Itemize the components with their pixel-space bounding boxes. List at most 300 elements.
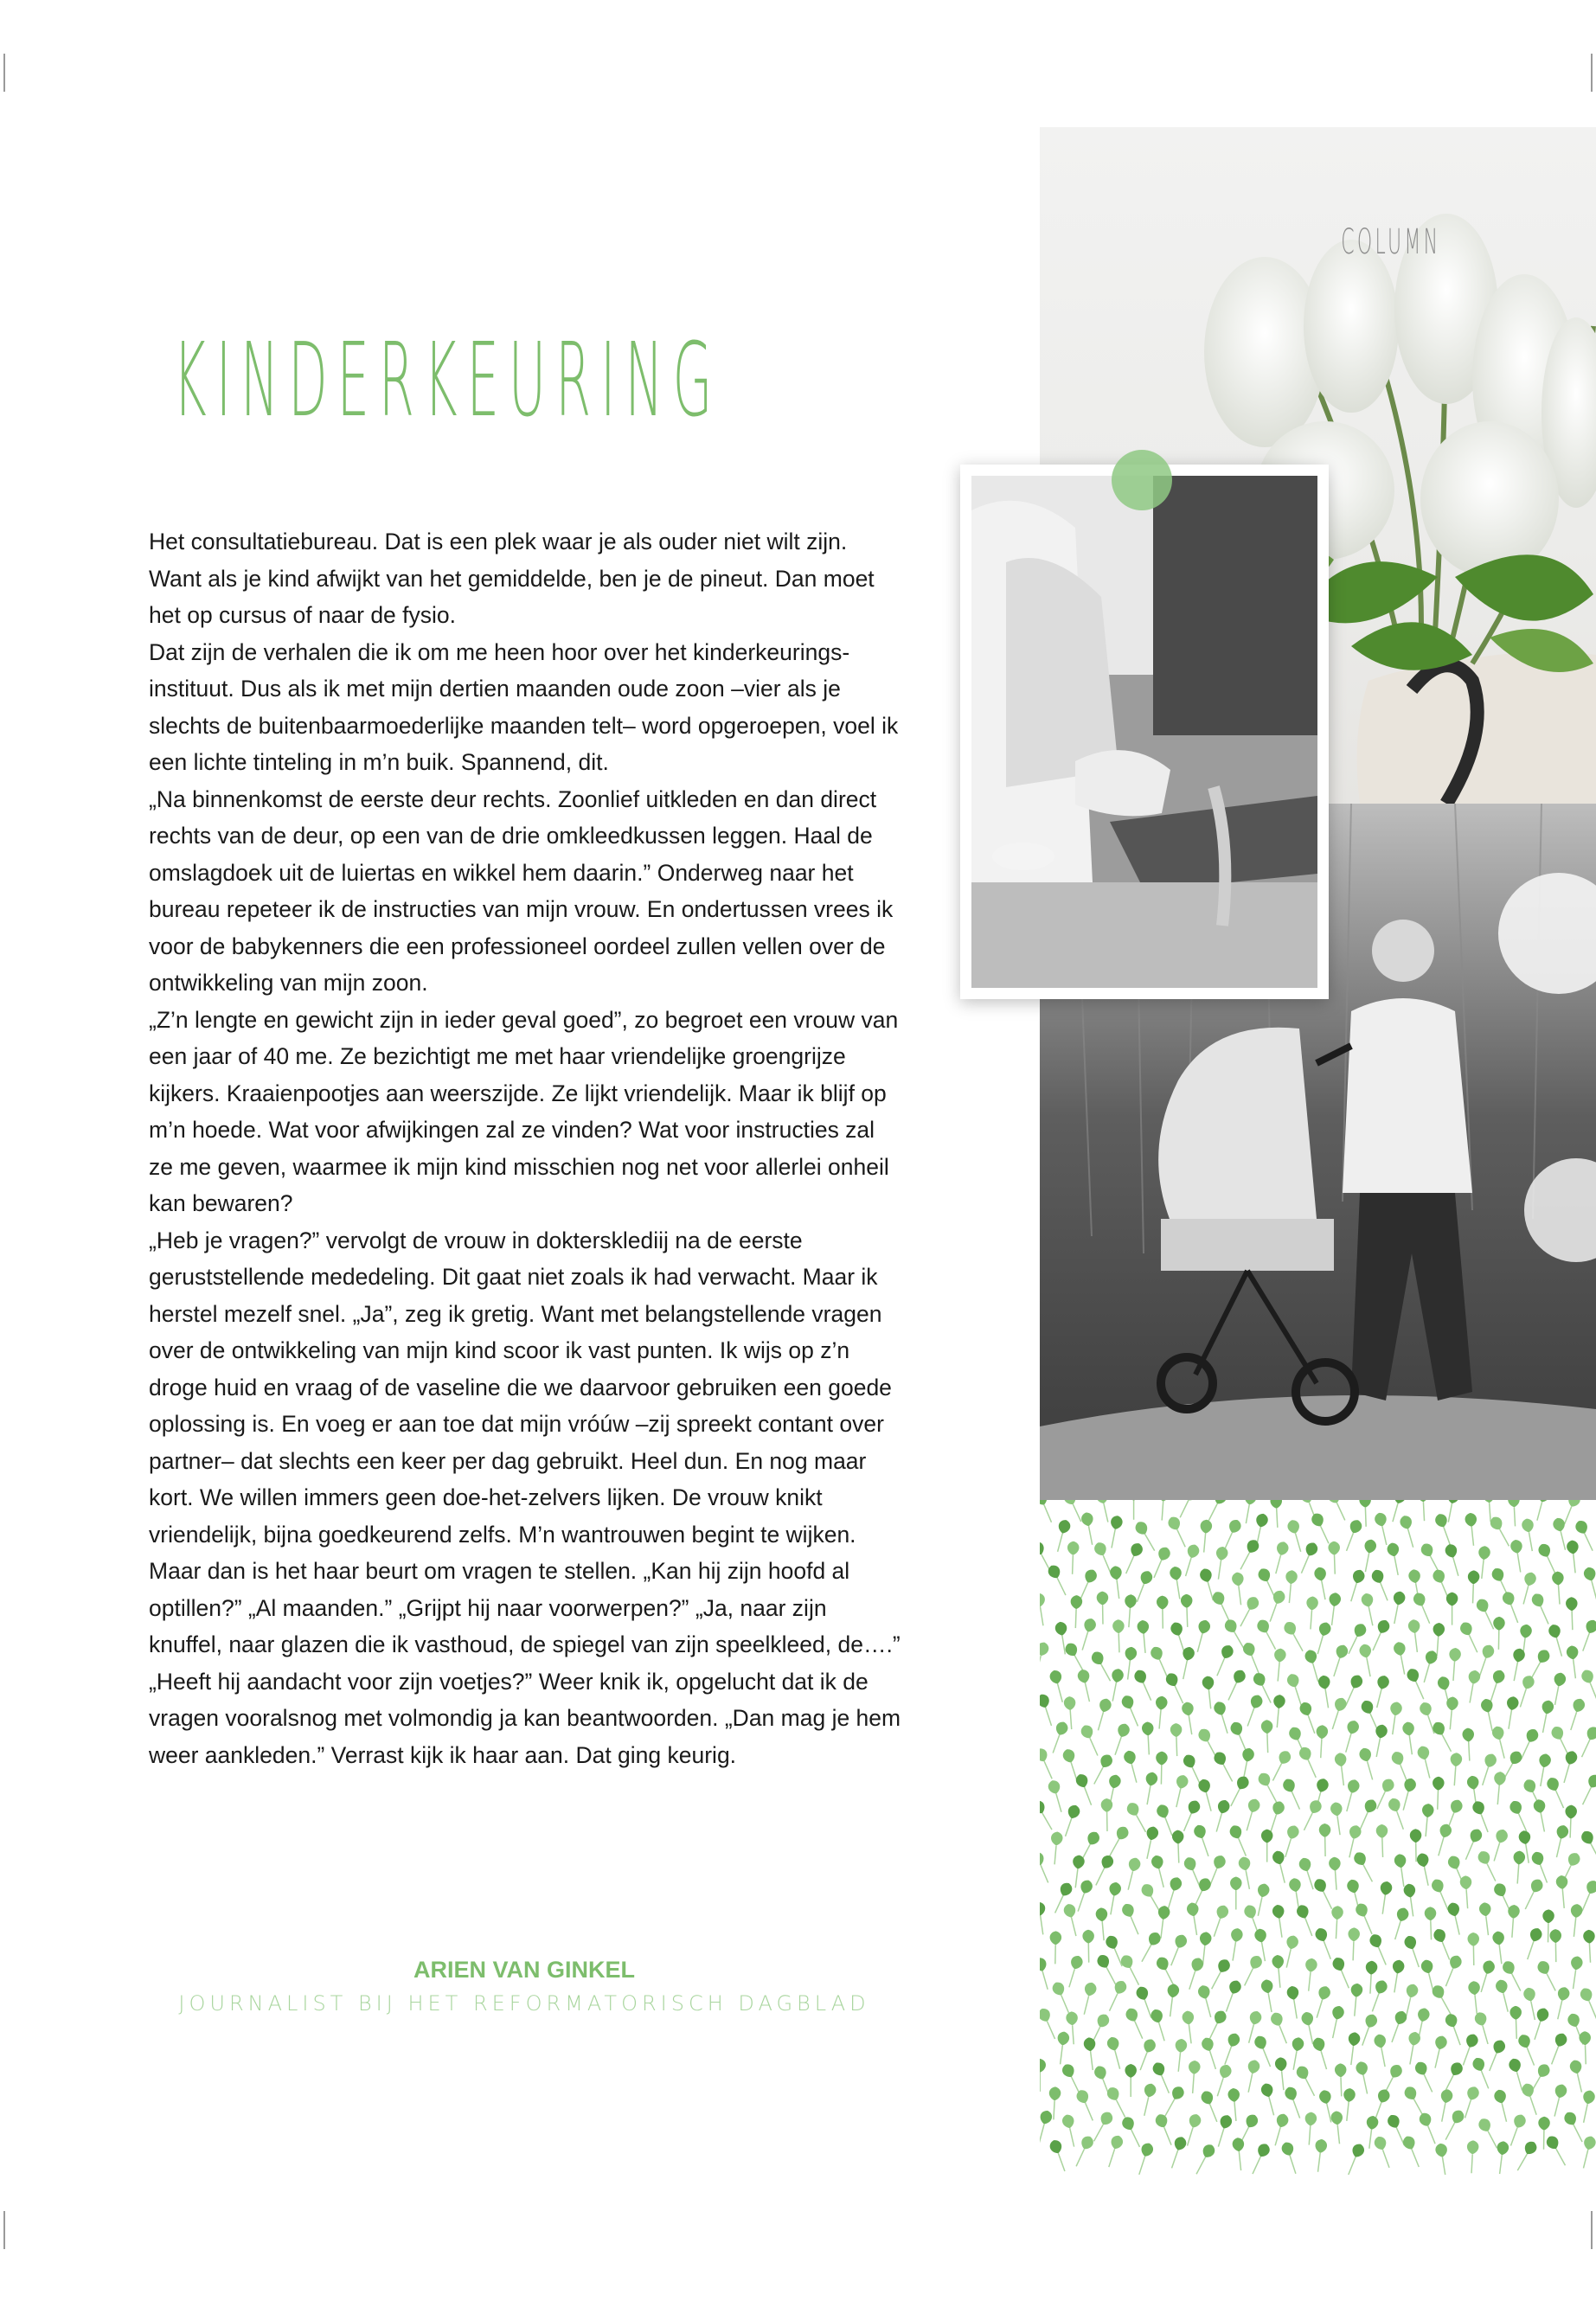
leaf-icon bbox=[1358, 1747, 1378, 1781]
leaf-icon bbox=[1373, 2034, 1391, 2068]
leaf-icon bbox=[1163, 1671, 1188, 1706]
leaf-icon bbox=[1432, 1927, 1455, 1962]
leaf-icon bbox=[1272, 1695, 1286, 1728]
leaf-icon bbox=[1567, 1956, 1584, 1990]
leaf-icon bbox=[1150, 2008, 1170, 2042]
leaf-icon bbox=[1458, 1620, 1483, 1655]
leaf-icon bbox=[1198, 1519, 1213, 1553]
leaf-icon bbox=[1104, 1978, 1128, 2013]
leaf-icon bbox=[1583, 1929, 1596, 1963]
leaf-icon bbox=[1212, 1750, 1238, 1785]
leaf-icon bbox=[1355, 2061, 1373, 2095]
leaf-icon bbox=[1149, 1545, 1172, 1580]
leaf-icon bbox=[1440, 1953, 1464, 1988]
leaf-icon bbox=[1054, 2031, 1070, 2065]
leaf-icon bbox=[1436, 2088, 1454, 2123]
leaf-icon bbox=[1582, 1566, 1596, 1600]
leaf-icon bbox=[1255, 1618, 1281, 1652]
leaf-icon bbox=[1061, 2113, 1080, 2148]
leaf-icon bbox=[1330, 2111, 1345, 2144]
leaf-icon bbox=[1180, 1543, 1201, 1578]
leaf-icon bbox=[1212, 1700, 1233, 1734]
leaf-icon bbox=[1150, 1854, 1169, 1888]
leaf-icon bbox=[1259, 2082, 1279, 2117]
leaf-icon bbox=[1304, 1596, 1318, 1630]
leaf-icon bbox=[1544, 2134, 1570, 2169]
leaf-icon bbox=[1105, 1824, 1131, 1859]
leaf-icon bbox=[1040, 1693, 1057, 1727]
leaf-icon bbox=[1040, 2059, 1046, 2092]
leaf-icon bbox=[1388, 1590, 1407, 1625]
leaf-icon bbox=[1123, 1749, 1143, 1784]
leaf-icon bbox=[1520, 1877, 1545, 1912]
leaf-icon bbox=[1545, 1776, 1569, 1811]
leaf-icon bbox=[1040, 2007, 1061, 2041]
leaf-icon bbox=[1238, 1747, 1256, 1782]
leaf-icon bbox=[1404, 2031, 1421, 2066]
leaf-icon bbox=[1536, 1541, 1561, 1576]
leaf-icon bbox=[1304, 2112, 1317, 2145]
leaf-icon bbox=[1303, 1958, 1317, 1991]
leaf-icon bbox=[1552, 1986, 1571, 2021]
leaf-icon bbox=[1181, 1702, 1197, 1736]
leaf-icon bbox=[1566, 1540, 1580, 1574]
leaf-icon bbox=[1079, 1981, 1098, 2016]
leaf-pattern bbox=[1040, 1500, 1596, 2175]
leaf-icon bbox=[1577, 1772, 1596, 1807]
leaf-icon bbox=[1261, 1720, 1274, 1753]
leaf-icon bbox=[1489, 1828, 1509, 1862]
leaf-icon bbox=[1531, 1500, 1551, 1522]
photo-laptop-frame bbox=[960, 465, 1329, 999]
leaf-icon bbox=[1387, 1702, 1403, 1736]
leaf-icon bbox=[1488, 1515, 1514, 1549]
leaf-icon bbox=[1439, 2061, 1465, 2095]
photo-laptop bbox=[971, 476, 1317, 988]
leaf-icon bbox=[1405, 1667, 1429, 1702]
leaf-icon bbox=[1125, 2064, 1137, 2097]
leaf-icon bbox=[1549, 2083, 1568, 2118]
leaf-icon bbox=[1559, 1750, 1579, 1785]
leaf-icon bbox=[1508, 1799, 1532, 1834]
leaf-icon bbox=[1433, 1823, 1452, 1857]
leaf-icon bbox=[1060, 1804, 1081, 1838]
leaf-icon bbox=[1272, 1954, 1286, 1988]
leaf-icon bbox=[1247, 2142, 1272, 2175]
leaf-icon bbox=[1070, 1595, 1083, 1628]
leaf-icon bbox=[1465, 2140, 1478, 2174]
leaf-icon bbox=[1387, 2009, 1409, 2044]
leaf-icon bbox=[1270, 1541, 1290, 1575]
leaf-icon bbox=[1579, 1986, 1596, 2021]
leaf-icon bbox=[1200, 2036, 1221, 2071]
leaf-icon bbox=[1141, 1772, 1158, 1806]
leaf-icon bbox=[1274, 2057, 1289, 2091]
leaf-icon bbox=[1166, 1932, 1189, 1967]
leaf-icon bbox=[1123, 1594, 1137, 1628]
leaf-icon bbox=[1312, 1621, 1332, 1656]
leaf-icon bbox=[1467, 1932, 1479, 1965]
leaf-icon bbox=[1063, 1954, 1084, 1989]
leaf-icon bbox=[1107, 1668, 1125, 1702]
leaf-icon bbox=[1393, 1641, 1411, 1676]
leaf-icon bbox=[1298, 1745, 1322, 1779]
leaf-icon bbox=[1429, 2035, 1448, 2069]
leaf-icon bbox=[1048, 2138, 1071, 2173]
leaf-icon bbox=[1490, 1725, 1509, 1759]
leaf-icon bbox=[1416, 1852, 1434, 1887]
leaf-icon bbox=[1494, 1978, 1513, 2013]
leaf-icon bbox=[1040, 1747, 1057, 1781]
leaf-icon bbox=[1330, 1802, 1346, 1836]
leaf-icon bbox=[1492, 1931, 1508, 1965]
leaf-icon bbox=[1340, 1719, 1360, 1753]
leaf-icon bbox=[1506, 1904, 1520, 1938]
leaf-icon bbox=[1265, 1799, 1286, 1834]
leaf-icon bbox=[1235, 1538, 1261, 1573]
leaf-icon bbox=[1132, 1668, 1157, 1702]
leaf-icon bbox=[1071, 2134, 1095, 2169]
leaf-icon bbox=[1106, 2035, 1125, 2070]
leaf-icon bbox=[1192, 1618, 1212, 1653]
leaf-icon bbox=[1142, 1721, 1155, 1755]
leaf-icon bbox=[1471, 2056, 1494, 2091]
leaf-icon bbox=[1374, 1511, 1393, 1546]
leaf-icon bbox=[1359, 1500, 1372, 1527]
leaf-icon bbox=[1170, 1723, 1183, 1756]
leaf-icon bbox=[1327, 1696, 1349, 1731]
leaf-icon bbox=[1269, 2010, 1292, 2045]
leaf-icon bbox=[1187, 2061, 1201, 2094]
leaf-icon bbox=[1449, 1753, 1463, 1786]
leaf-icon bbox=[1207, 1958, 1233, 1992]
leaf-icon bbox=[1334, 1752, 1349, 1785]
leaf-icon bbox=[1235, 1594, 1261, 1629]
leaf-icon bbox=[1040, 1850, 1054, 1885]
paragraph: „Na binnenkomst de eerste deur rechts. Zoonlief uitkleden en dan direct rechts van de deur, op een van de drie omkleedkussen leggen. Haal de omslagdoek uit de luiertas en wikkel hem daarin.” Onderweg naar het bureau repeteer ik de instructies van mijn vrouw. En ondertussen vrees ik voor de babykenners die een professioneel oordeel zullen vellen over de ontwikkeling van mijn zoon. bbox=[149, 785, 894, 996]
leaf-icon bbox=[1505, 2112, 1528, 2147]
leaf-icon bbox=[1192, 1823, 1214, 1858]
leaf-icon bbox=[1240, 1500, 1258, 1524]
leaf-icon bbox=[1040, 2109, 1054, 2144]
leaf-icon bbox=[1312, 1877, 1337, 1912]
leaf-icon bbox=[1103, 2134, 1125, 2169]
leaf-icon bbox=[1521, 1517, 1538, 1552]
leaf-icon bbox=[1040, 1500, 1057, 1524]
leaf-icon bbox=[1283, 2086, 1305, 2120]
leaf-icon bbox=[1548, 1623, 1567, 1657]
leaf-icon bbox=[1347, 1927, 1360, 1960]
leaf-icon bbox=[1154, 2112, 1177, 2147]
leaf-icon bbox=[1272, 1648, 1286, 1682]
leaf-icon bbox=[1175, 1500, 1200, 1520]
leaf-icon bbox=[1199, 2089, 1222, 2124]
leaf-icon bbox=[1313, 1926, 1336, 1961]
leaf-icon bbox=[1231, 1572, 1247, 1606]
leaf-icon bbox=[1529, 1592, 1554, 1626]
leaf-icon bbox=[1265, 1589, 1287, 1624]
leaf-icon bbox=[1243, 2059, 1261, 2093]
leaf-icon bbox=[1364, 1960, 1377, 1994]
leaf-icon bbox=[1227, 2087, 1242, 2121]
leaf-icon bbox=[1048, 1831, 1063, 1865]
leaf-icon bbox=[1128, 1500, 1140, 1520]
leaf-icon bbox=[1509, 2006, 1522, 2039]
leaf-icon bbox=[1154, 1955, 1179, 1990]
leaf-icon bbox=[1576, 1725, 1596, 1759]
leaf-icon bbox=[1169, 1566, 1185, 1600]
laptop-illustration bbox=[971, 476, 1317, 988]
leaf-icon bbox=[1501, 1590, 1523, 1625]
leaf-icon bbox=[1172, 1830, 1185, 1862]
leaf-icon bbox=[1368, 1618, 1392, 1653]
leaf-icon bbox=[1074, 1772, 1097, 1807]
leaf-icon bbox=[1349, 1983, 1363, 2016]
leaf-icon bbox=[1063, 1641, 1089, 1676]
leaf-icon bbox=[1286, 1985, 1303, 2020]
author-name: ARIEN VAN GINKEL bbox=[413, 1957, 635, 1983]
leaf-icon bbox=[1220, 2032, 1242, 2067]
leaf-icon bbox=[1512, 2139, 1539, 2174]
leaf-icon bbox=[1328, 1644, 1349, 1678]
paragraph: „Heb je vragen?” vervolgt de vrouw in doktersklediij na de eerste geruststellende mededeling. Dit gaat niet zoals ik had verwacht. Maar ik herstel mezelf snel. „Ja”, zeg ik gretig. Want met belangstellende vragen over de ontwikkeling van mijn kind scoor ik vast punten. Ik wijs op z’n droge huid en vraag of de vaseline die we daarvoor gebruiken een goede oplossing is. En voeg er aan toe dat mijn vróúw –zij spreekt contant over partner– dat slechts een keer per dag gebruikt. Heel dun. En nog maar kort. We willen immers geen doe-het-zelvers lijken. De vrouw knikt vriendelijk, bijna goedkeurend zelfs. M’n wantrouwen begint te wijken. bbox=[149, 1227, 892, 1548]
leaf-icon bbox=[1089, 1650, 1115, 1684]
leaf-icon bbox=[1223, 1668, 1247, 1702]
leaf-icon bbox=[1371, 1723, 1389, 1758]
leaf-icon bbox=[1046, 1563, 1071, 1598]
leaf-icon bbox=[1170, 1774, 1189, 1809]
leaf-icon bbox=[1389, 1907, 1410, 1941]
leaf-icon bbox=[1407, 1618, 1423, 1652]
leaf-icon bbox=[1240, 1953, 1265, 1988]
leaf-icon bbox=[1181, 1594, 1194, 1627]
leaf-icon bbox=[1477, 1753, 1498, 1787]
leaf-icon bbox=[1568, 1903, 1583, 1937]
paragraph: Het consultatiebureau. Dat is een plek waar je als ouder niet wilt zijn. Want als je kind afwijkt van het gemiddelde, ben je de pineut. Dan moet het op cursus of naar de fysio. bbox=[149, 529, 875, 628]
leaf-icon bbox=[1294, 2064, 1319, 2099]
leaf-icon bbox=[1549, 1671, 1567, 1706]
leaf-icon bbox=[1182, 2010, 1197, 2044]
leaf-icon bbox=[1119, 1694, 1143, 1728]
leaf-icon bbox=[1579, 2031, 1592, 2064]
leaf-icon bbox=[1270, 1500, 1283, 1528]
leaf-icon bbox=[1164, 1984, 1180, 2017]
leaf-icon bbox=[1509, 1648, 1527, 1682]
leaf-icon bbox=[1120, 2115, 1145, 2150]
leaf-icon bbox=[1493, 1617, 1505, 1650]
leaf-icon bbox=[1565, 1697, 1586, 1732]
leaf-icon bbox=[1261, 1830, 1273, 1862]
leaf-icon bbox=[1360, 1593, 1378, 1627]
leaf-icon bbox=[1241, 1641, 1265, 1676]
leaf-icon bbox=[1459, 1875, 1473, 1909]
leaf-icon bbox=[1315, 1725, 1328, 1759]
leaf-icon bbox=[1345, 2031, 1361, 2065]
leaf-icon bbox=[1377, 1881, 1394, 1915]
leaf-icon bbox=[1511, 1850, 1525, 1884]
leaf-icon bbox=[1271, 1849, 1290, 1884]
leaf-icon bbox=[1295, 1903, 1317, 1938]
leaf-icon bbox=[1040, 1641, 1050, 1676]
leaf-icon bbox=[1137, 1619, 1151, 1653]
leaf-icon bbox=[1047, 1779, 1067, 1813]
leaf-icon bbox=[1267, 1749, 1292, 1784]
leaf-icon bbox=[1388, 1959, 1405, 1994]
leaf-icon bbox=[1352, 1850, 1378, 1885]
paragraph: „Z’n lengte en gewicht zijn in ieder geval goed”, zo begroet een vrouw van een jaar of 40 me. Ze bezichtigt me met haar vriendelijke groengrijze kijkers. Kraaienpootjes aan weerszijde. Ze lijkt vriendelijk. Maar ik blijf op m’n hoede. Wat voor afwijkingen zal ze vinden? Wat voor instructies zal ze me geven, waarmee ik mijn kind misschien nog net voor allerlei onheil kan bewaren? bbox=[149, 1006, 899, 1216]
leaf-icon bbox=[1326, 1592, 1342, 1625]
leaf-icon bbox=[1433, 1512, 1456, 1547]
leaf-icon bbox=[1468, 1981, 1483, 2015]
leaf-icon bbox=[1101, 1798, 1113, 1831]
leaf-icon bbox=[1048, 1669, 1068, 1703]
leaf-icon bbox=[1447, 1648, 1461, 1682]
leaf-icon bbox=[1440, 2108, 1466, 2143]
leaf-icon bbox=[1535, 1958, 1561, 1993]
leaf-icon bbox=[1493, 2088, 1512, 2123]
leaf-icon bbox=[1049, 1931, 1061, 1964]
leaf-icon bbox=[1341, 1518, 1363, 1553]
leaf-icon bbox=[1555, 1875, 1570, 1908]
leaf-icon bbox=[1095, 1500, 1114, 1523]
leaf-icon bbox=[1093, 1697, 1112, 1732]
leaf-icon bbox=[1050, 1980, 1074, 2015]
leaf-icon bbox=[1157, 1595, 1169, 1628]
leaf-icon bbox=[1272, 1904, 1288, 1939]
leaf-icon bbox=[1360, 1539, 1378, 1574]
leaf-icon bbox=[1281, 1934, 1300, 1969]
leaf-icon bbox=[1186, 1901, 1202, 1936]
leaf-icon bbox=[1446, 1901, 1465, 1936]
leaf-icon bbox=[1286, 1518, 1306, 1553]
leaf-icon bbox=[1546, 2031, 1568, 2066]
leaf-icon bbox=[1067, 1541, 1080, 1574]
leaf-icon bbox=[1212, 1644, 1235, 1678]
leaf-icon bbox=[1260, 1978, 1278, 2013]
leaf-icon bbox=[1341, 2087, 1356, 2121]
leaf-icon bbox=[1172, 2038, 1187, 2072]
leaf-icon bbox=[1446, 1593, 1458, 1625]
leaf-icon bbox=[1074, 2088, 1098, 2123]
leaf-icon bbox=[1566, 1645, 1581, 1679]
leaf-icon bbox=[1434, 2143, 1451, 2175]
leaf-icon bbox=[1285, 1672, 1307, 1707]
leaf-icon bbox=[1370, 1568, 1394, 1603]
leaf-icon bbox=[1578, 2135, 1596, 2170]
crop-mark-bottom-right bbox=[1591, 2211, 1593, 2249]
leaf-icon bbox=[1445, 1696, 1459, 1730]
leaf-icon bbox=[1403, 1934, 1425, 1969]
leaf-icon bbox=[1284, 1570, 1298, 1604]
leaf-icon bbox=[1328, 1541, 1341, 1574]
leaf-icon bbox=[1394, 1853, 1410, 1888]
leaf-icon bbox=[1089, 2110, 1115, 2144]
leaf-icon bbox=[1191, 2143, 1217, 2175]
leaf-icon bbox=[1256, 1771, 1282, 1805]
leaf-icon bbox=[1270, 2112, 1290, 2147]
leaf-icon bbox=[1444, 1542, 1464, 1577]
leaf-icon bbox=[1329, 1856, 1343, 1890]
leaf-icon bbox=[1123, 1856, 1142, 1891]
leaf-icon bbox=[1398, 1777, 1418, 1811]
leaf-icon bbox=[1281, 1777, 1305, 1811]
leaf-icon bbox=[1166, 1515, 1190, 1549]
leaf-icon bbox=[1401, 1721, 1418, 1756]
leaf-icon bbox=[1080, 1511, 1099, 1546]
leaf-icon bbox=[1552, 1571, 1566, 1605]
leaf-icon bbox=[1282, 1619, 1308, 1654]
leaf-icon bbox=[1083, 2036, 1099, 2070]
leaf-icon bbox=[1177, 1646, 1195, 1681]
leaf-icon bbox=[1312, 2138, 1328, 2172]
leaf-icon bbox=[1343, 2142, 1367, 2175]
crop-mark-top-left bbox=[3, 54, 5, 92]
leaf-icon bbox=[1221, 1978, 1243, 2013]
leaf-icon bbox=[1537, 1699, 1555, 1734]
accent-dot bbox=[1112, 450, 1172, 510]
leaf-icon bbox=[1079, 1723, 1103, 1758]
leaf-icon bbox=[1478, 1902, 1494, 1936]
paragraph: Dat zijn de verhalen die ik om me heen hoor over het kinderkeurings-instituut. Dus als ik met mijn dertien maanden oude zoon –vier als je slechts de buitenbaarmoederlijke maanden telt– word opgeroepen, voel ik een lichte tinteling in m’n buik. Spannend, dit. bbox=[149, 638, 899, 775]
leaf-icon bbox=[1242, 1693, 1265, 1727]
leaf-icon bbox=[1232, 2138, 1247, 2171]
leaf-icon bbox=[1529, 2007, 1551, 2041]
leaf-icon bbox=[1227, 1927, 1243, 1962]
leaf-icon bbox=[1509, 1539, 1526, 1574]
leaf-icon bbox=[1196, 1984, 1216, 2018]
leaf-icon bbox=[1562, 2110, 1587, 2144]
leaf-icon bbox=[1160, 2084, 1186, 2118]
leaf-icon bbox=[1386, 1541, 1404, 1576]
leaf-icon bbox=[1330, 1956, 1354, 1990]
leaf-icon bbox=[1464, 1670, 1481, 1704]
leaf-icon bbox=[1580, 1829, 1596, 1863]
leaf-icon bbox=[1580, 1668, 1596, 1702]
article-body bbox=[149, 523, 901, 1773]
leaf-icon bbox=[1330, 1906, 1343, 1939]
leaf-icon bbox=[1375, 1824, 1388, 1857]
leaf-icon bbox=[1566, 1597, 1579, 1630]
leaf-icon bbox=[1082, 1930, 1094, 1963]
leaf-icon bbox=[1431, 1720, 1457, 1754]
leaf-icon bbox=[1551, 1824, 1570, 1859]
leaf-icon bbox=[1549, 1929, 1561, 1962]
leaf-icon bbox=[1095, 1952, 1121, 1987]
leaf-icon bbox=[1241, 1798, 1261, 1832]
leaf-icon bbox=[1430, 1983, 1456, 2017]
leaf-icon bbox=[1226, 1774, 1251, 1809]
leaf-icon bbox=[1311, 1984, 1332, 2019]
crop-mark-top-right bbox=[1591, 54, 1593, 92]
leaf-icon bbox=[1417, 1500, 1430, 1522]
leaf-icon bbox=[1124, 2006, 1148, 2041]
leaf-icon bbox=[1156, 1500, 1170, 1521]
leaf-icon bbox=[1568, 2059, 1587, 2093]
leaf-icon bbox=[1040, 1956, 1054, 1990]
leaf-icon bbox=[1416, 1745, 1435, 1779]
leaf-icon bbox=[1230, 1877, 1242, 1910]
leaf-icon bbox=[1530, 1850, 1553, 1885]
leaf-icon bbox=[1485, 1669, 1507, 1703]
leaf-icon bbox=[1462, 1727, 1475, 1761]
leaf-icon bbox=[1106, 1515, 1124, 1549]
leaf-icon bbox=[1419, 1650, 1439, 1684]
leaf-icon bbox=[1317, 1675, 1334, 1709]
leaf-icon bbox=[1133, 2142, 1155, 2175]
leaf-icon bbox=[1313, 1567, 1331, 1601]
leaf-icon bbox=[1040, 1500, 1596, 2175]
leaf-icon bbox=[1418, 2111, 1441, 2145]
